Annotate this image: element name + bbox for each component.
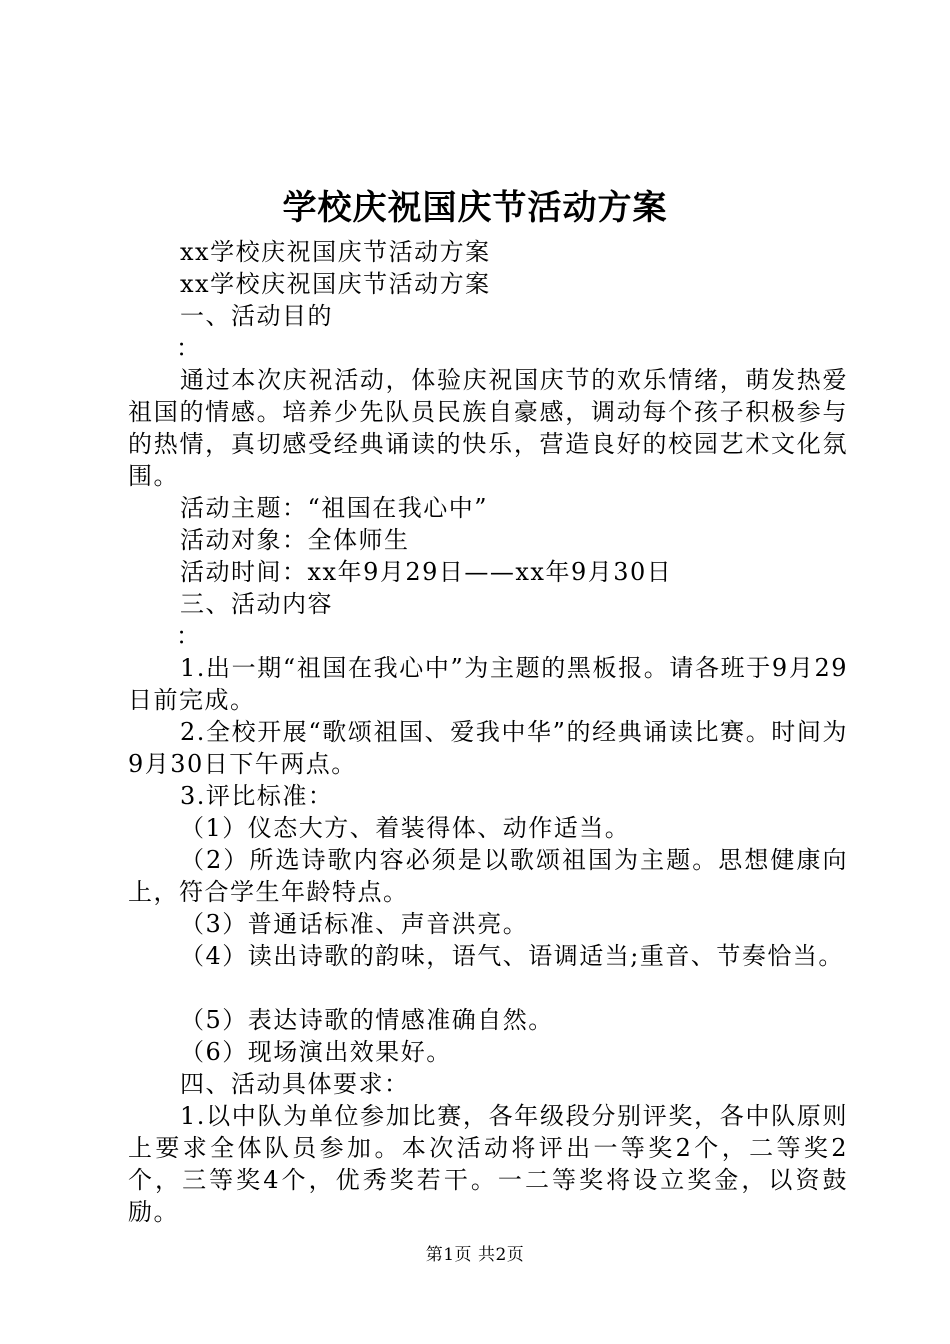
activity-theme: 活动主题：“祖国在我心中” [180,494,489,522]
subtitle-line: xx学校庆祝国庆节活动方案 [180,270,491,298]
criterion-item: （3）普通话标准、声音洪亮。 [180,910,529,938]
document-title: 学校庆祝国庆节活动方案 [282,188,668,228]
content-item: 3.评比标准： [180,782,334,810]
purpose-paragraph: 通过本次庆祝活动，体验庆祝国庆节的欢乐情绪，萌发热爱祖国的情感。培养少先队员民族自豪感，调动每个孩子积极参与的热情，真切感受经典诵读的快乐，营造良好的校园艺术文化氛围。 [128,366,848,490]
section-heading-content: 三、活动内容 [180,590,333,618]
section-colon: ： [176,622,202,650]
section-heading-requirements: 四、活动具体要求： [180,1070,410,1098]
criterion-item: （1）仪态大方、着装得体、动作适当。 [180,814,631,842]
section-colon: ： [176,334,202,362]
criterion-item: （2）所选诗歌内容必须是以歌颂祖国为主题。思想健康向上，符合学生年龄特点。 [128,846,848,906]
document-body [128,236,848,1228]
criterion-item: （6）现场演出效果好。 [180,1038,452,1066]
page-footer: 第1页 共2页 [425,1245,525,1265]
content-item: 1.出一期“祖国在我心中”为主题的黑板报。请各班于9月29日前完成。 [128,654,848,714]
section-heading-purpose: 一、活动目的 [180,302,333,330]
activity-time: 活动时间：xx年9月29日——xx年9月30日 [180,558,673,586]
content-item: 2.全校开展“歌颂祖国、爱我中华”的经典诵读比赛。时间为9月30日下午两点。 [128,718,848,778]
subtitle-line: xx学校庆祝国庆节活动方案 [180,238,491,266]
criterion-item: （5）表达诗歌的情感准确自然。 [180,1006,554,1034]
activity-audience: 活动对象：全体师生 [180,526,410,554]
criterion-item: （4）读出诗歌的韵味，语气、语调适当;重音、节奏恰当。 [180,942,844,970]
requirement-item: 1.以中队为单位参加比赛，各年级段分别评奖，各中队原则上要求全体队员参加。本次活动将评出一等奖2个，二等奖2个，三等奖4个，优秀奖若干。一二等奖将设立奖金，以资鼓励。 [128,1102,848,1226]
blank-line [128,972,848,1004]
